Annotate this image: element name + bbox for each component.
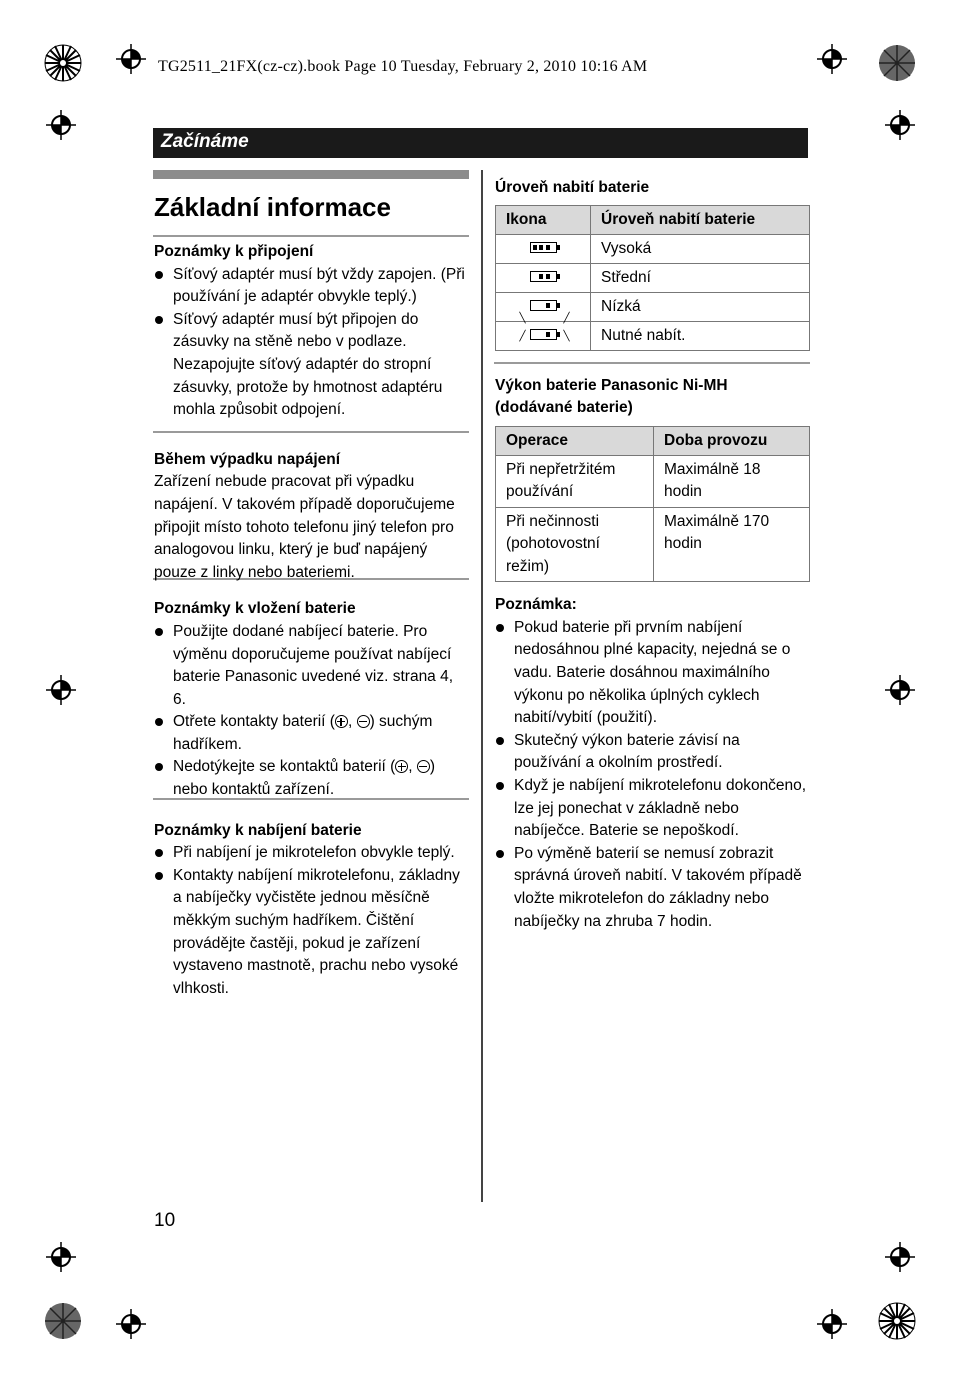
table-row: Nízká [496,292,810,321]
table-row: Při nepřetržitém používání Maximálně 18 hodin [496,455,810,507]
section-bar [153,128,808,158]
performance-heading: Výkon baterie Panasonic Ni-MH [495,376,728,394]
list-item: Po výměně baterií se nemusí zobrazit správná úroveň nabití. V takovém případě vložte mikrotelefon do základny nebo nabíječky na zhruba 7 hodin. [495,843,811,933]
list-item: Síťový adaptér musí být vždy zapojen. (Při používání je adaptér obvykle teplý.) [154,264,470,309]
page-number: 10 [154,1210,176,1231]
list-item: Kontakty nabíjení mikrotelefonu, základny a nabíječky vyčistěte jednou měsíčně měkkým suchým hadříkem. Čištění provádějte častěji, pokud je zařízení vystaveno mastnotě, prachu nebo vysoké vlhkosti. [154,865,470,1001]
list-item: Když je nabíjení mikrotelefonu dokončeno, lze jej ponechat v základně nebo nabíječce. Baterie se nepoškodí. [495,775,811,843]
battery-level-table [495,205,810,351]
crop-mark-icon [116,1309,146,1339]
crop-mark-icon [116,44,146,74]
list-item: Pokud baterie při prvním nabíjení nedosáhnou plné kapacity, nejedná se o vadu. Baterie dosáhnou maximálního výkonu po několika úplných cyklech nabití/vybití (použití). [495,617,811,730]
right-column [495,177,811,933]
battery-level-heading: Úroveň nabití baterie [495,179,650,196]
crop-mark-icon [46,675,76,705]
battery-charging-heading: Poznámky k nabíjení baterie [154,821,362,839]
power-failure-text: Zařízení nebude pracovat při výpadku napájení. V takovém případě doporučujeme připojit místo tohoto telefonu jiný telefon pro analogovou linku, který je buď napájený pouze z linky nebo bateriemi. [154,473,455,581]
crop-mark-icon [817,1309,847,1339]
book-header: TG2511_21FX(cz-cz).book Page 10 Tuesday, February 2, 2010 10:16 AM [158,58,648,75]
left-column [154,241,470,1000]
plus-terminal-icon [335,715,348,728]
connection-notes-heading: Poznámky k připojení [154,243,314,260]
crop-mark-icon [885,110,915,140]
star-target-icon [878,44,916,82]
battery-medium-icon [530,271,557,282]
performance-heading-sub: (dodávané baterie) [495,399,633,417]
battery-full-icon [530,242,557,253]
battery-flashing-icon: ╲ ╱ ╱ ╲ [519,312,570,342]
note-heading: Poznámka: [495,596,577,614]
power-failure-heading: Během výpadku napájení [154,450,341,468]
col-header-operation: Operace [496,426,654,455]
star-target-icon [878,1302,916,1340]
section-title: Začínáme [161,131,249,152]
table-row: Vysoká [496,234,810,263]
crop-mark-icon [46,1242,76,1272]
col-header-icon: Ikona [496,205,591,234]
star-target-icon [44,44,82,82]
crop-mark-icon [885,675,915,705]
list-item: Použijte dodané nabíjecí baterie. Pro výměnu doporučujeme používat nabíjecí baterie Panasonic uvedené viz. strana 4, 6. [154,621,470,711]
list-item: Nedotýkejte se kontaktů baterií ( , ) nebo kontaktů zařízení. [154,756,470,801]
main-title: Základní informace [154,192,391,222]
plus-terminal-icon [395,760,408,773]
table-row: Při nečinnosti (pohotovostní režim) Maximálně 170 hodin [496,507,810,582]
crop-mark-icon [885,1242,915,1272]
battery-install-heading: Poznámky k vložení baterie [154,600,356,618]
col-header-time: Doba provozu [654,426,810,455]
title-underline [153,235,469,237]
star-target-icon [44,1302,82,1340]
list-item: Při nabíjení je mikrotelefon obvykle teplý. [154,842,470,865]
battery-performance-table [495,426,810,583]
minus-terminal-icon [357,715,370,728]
column-divider [481,170,483,1202]
crop-mark-icon [46,110,76,140]
table-row: Střední [496,263,810,292]
list-item: Otřete kontakty baterií ( , ) suchým hadříkem. [154,711,470,756]
crop-mark-icon [817,44,847,74]
title-rule [153,170,469,179]
col-header-level: Úroveň nabití baterie [591,205,810,234]
battery-low-icon [530,300,557,311]
table-row: ╲ ╱ ╱ ╲ Nutné nabít. [496,321,810,350]
minus-terminal-icon [417,760,430,773]
list-item: Skutečný výkon baterie závisí na používání a okolním prostředí. [495,730,811,775]
list-item: Síťový adaptér musí být připojen do zásuvky na stěně nebo v podlaze. Nezapojujte síťový adaptér do stropní zásuvky, protože by hmotnost adaptéru mohla způsobit odpojení. [154,309,470,422]
